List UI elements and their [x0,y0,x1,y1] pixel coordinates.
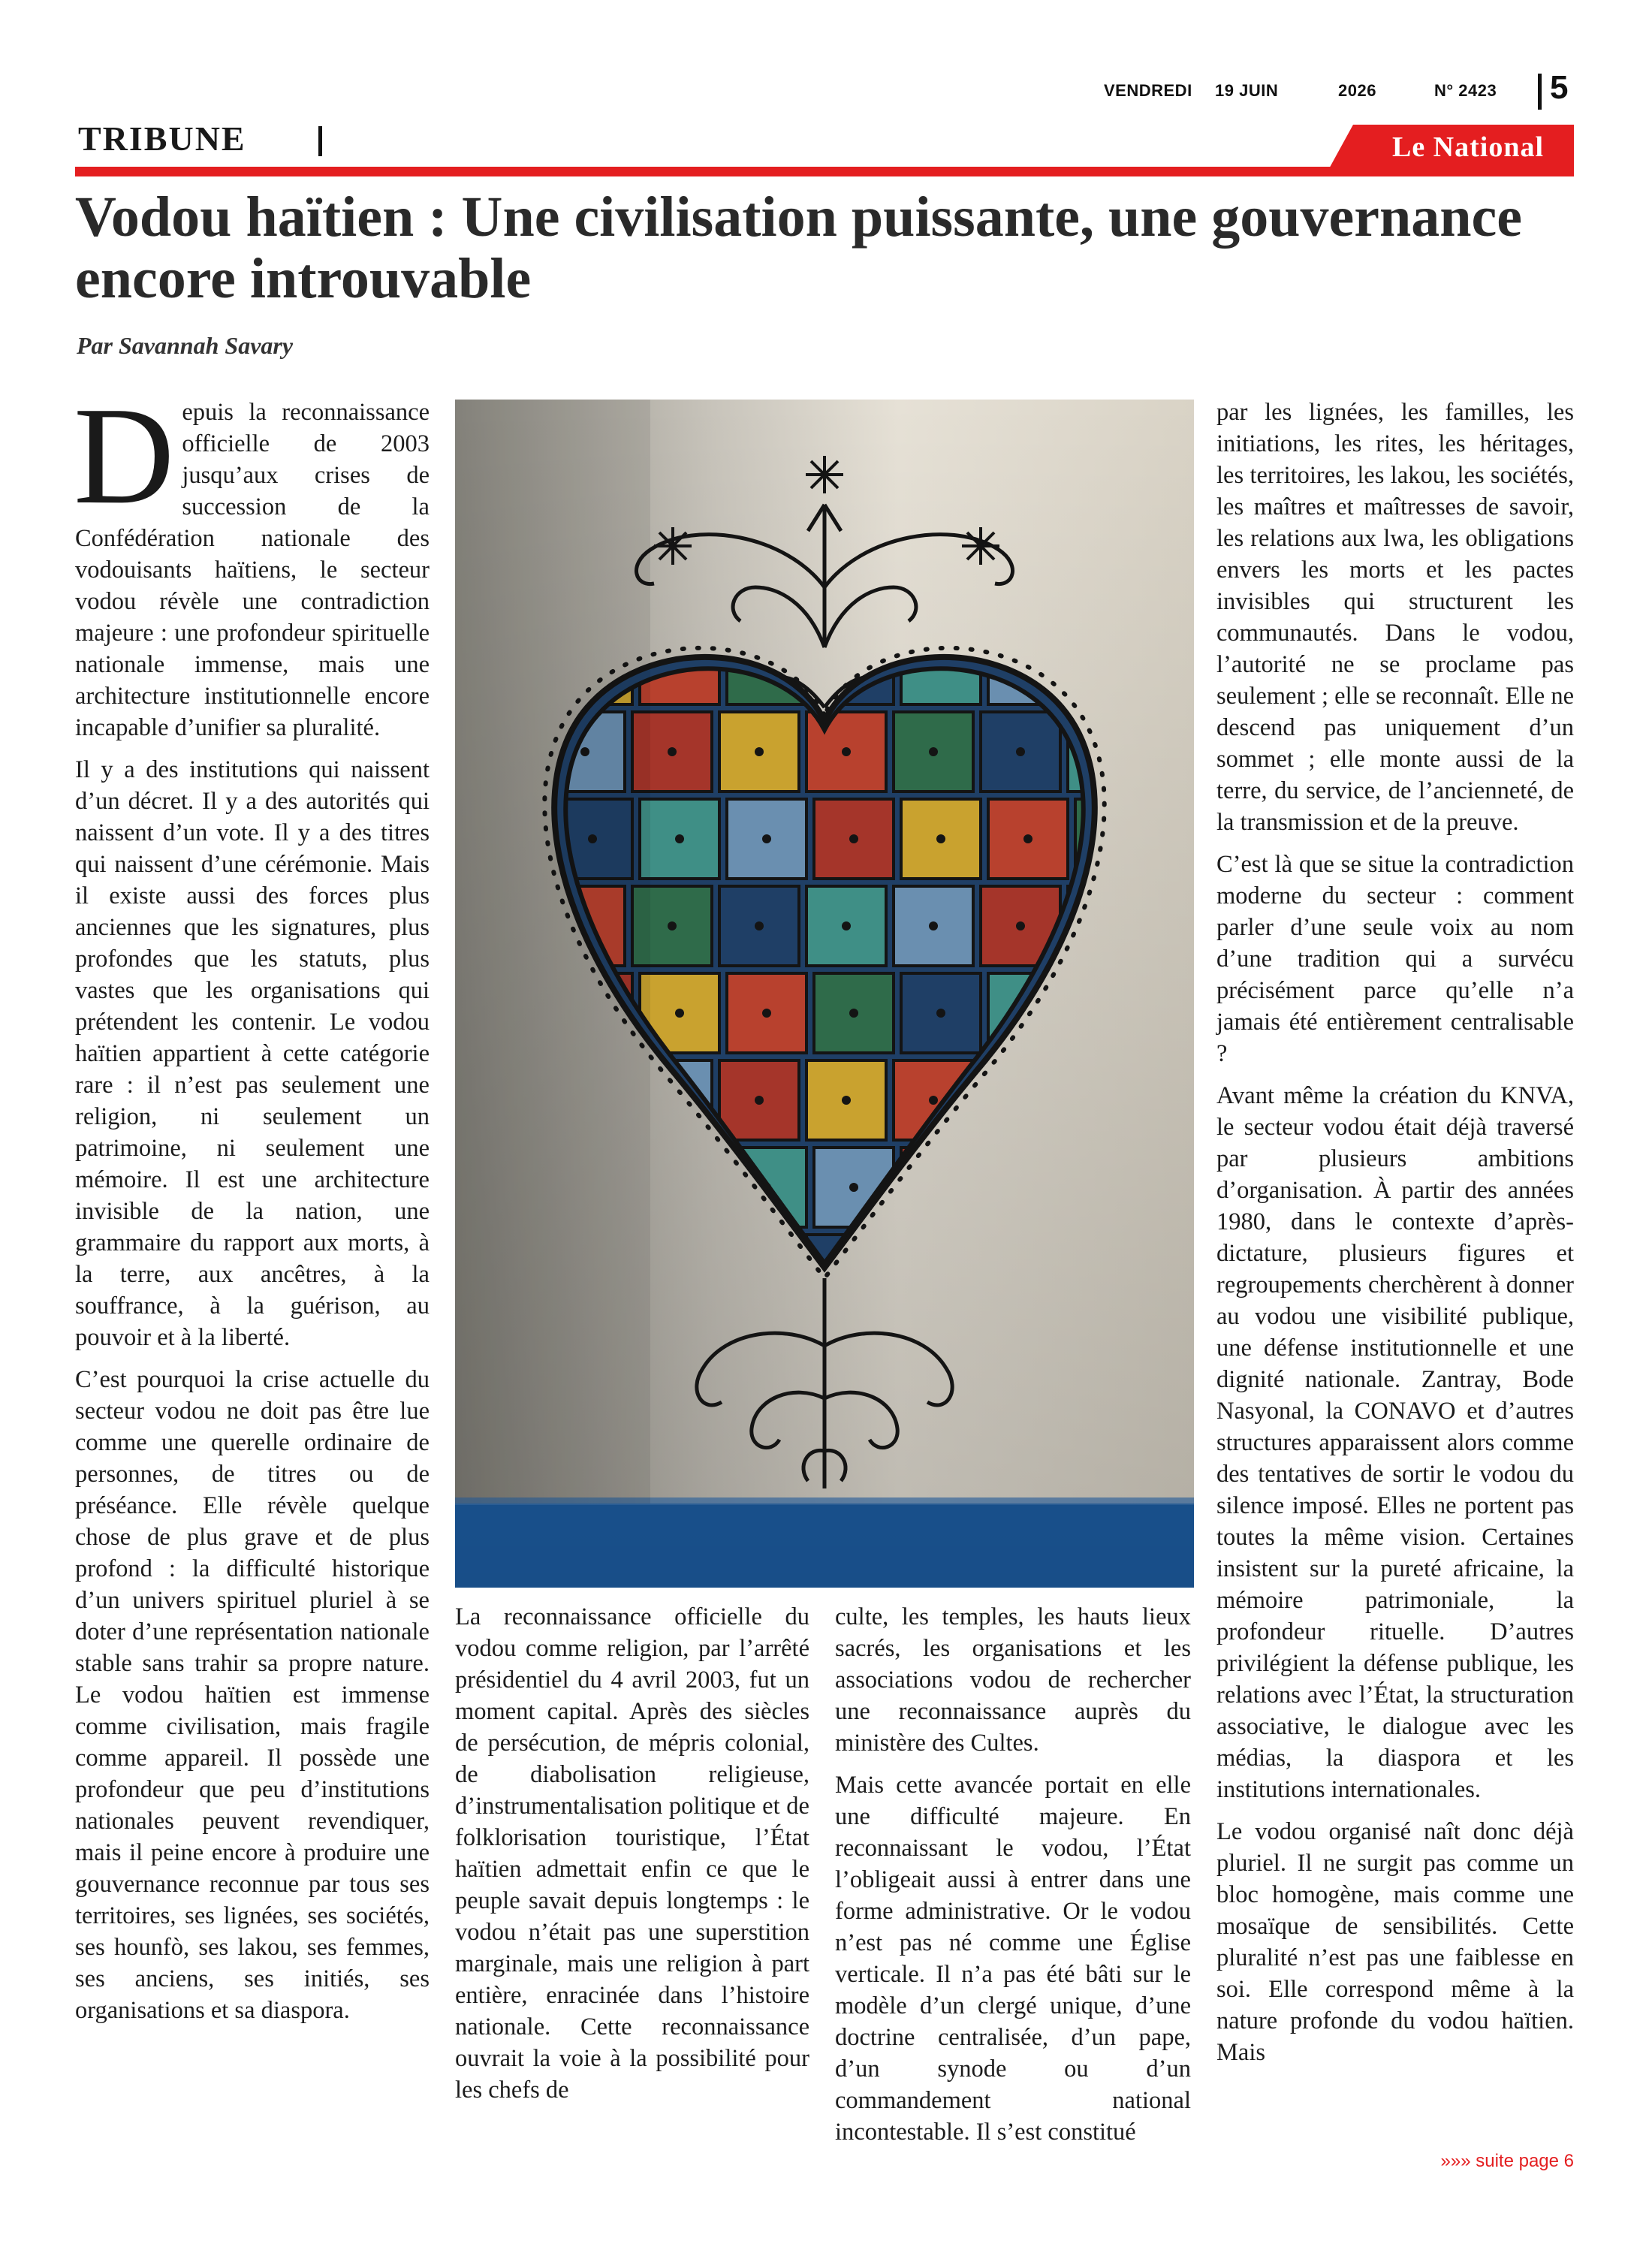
veve-heart-painting [455,400,1194,1588]
paragraph-text: epuis la reconnaissance officielle de 2003 jusqu’aux crises de succession de la Confédération nationale des vodouisants haïtiens, le secteur vodou révèle une contradiction majeure : une profondeur spirituelle nationale immense, mais une architecture institutionnelle encore incapable d’unifier sa pluralité. [75,399,430,741]
issue-number: N° 2423 [1434,81,1497,100]
paragraph: Il y a des institutions qui naissent d’un décret. Il y a des autorités qui naissent d’un vote. Il y a des titres qui naissent d’une cérémonie. Mais il existe aussi des forces plus anciennes que les signatures, plus profondes que les statuts, plus vastes que les organisations qui prétendent les contenir. Le vodou haïtien appartient à cette catégorie rare : il n’est pas seulement une religion, ni seulement un patrimoine, ni seulement une mémoire. Il est une architecture invisible de la nation, une grammaire du rapport aux morts, à la terre, aux ancêtres, à la souffrance, à la guérison, au pouvoir et à la liberté. [75,756,430,1351]
paragraph: culte, les temples, les hauts lieux sacrés, les organisations et les associations vodou de rechercher une reconnaissance auprès du ministère des Cultes. [835,1603,1191,1757]
section-divider [318,126,322,156]
heart-square-dot [929,1096,938,1105]
heart-square-dot [1016,747,1025,756]
paragraph: Avant même la création du KNVA, le secteur vodou était déjà traversé par plusieurs ambitions d’organisation. À partir des années 1980, dans le contexte d’après-dictature, plusieurs figures et regroupements cherchèrent à donner au vodou une visibilité publique, une défense institutionnelle et une dignité nationale. Zantray, Bode Nasyonal, la CONAVO et d’autres structures apparaissent alors comme des tentatives de sortir le vodou du silence imposé. Elles ne portent pas toutes la même vision. Certaines insistent sur la pureté africaine, la mémoire patrimoniale, la profondeur rituelle. D’autres privilégient la défense publique, les relations avec l’État, la structuration associative, le dialogue avec les médias, la diaspora et les institutions internationales. [1216,1082,1574,1803]
paragraph: Le vodou organisé naît donc déjà pluriel. Il ne surgit pas comme un bloc homogène, mais comme une mosaïque de sensibilités. Cette pluralité n’est pas une faiblesse en soi. Elle correspond même à la nature profonde du vodou haïtien. Mais [1216,1818,1574,2066]
heart-square-dot [668,747,677,756]
heart-square-dot [849,834,858,843]
article-column-3 [835,1601,1191,2158]
heart-square-dot [755,747,764,756]
heart-square-dot [929,921,938,930]
article-column-2 [455,1601,809,2116]
paragraph [74,379,430,743]
heart-square-dot [668,921,677,930]
article-photo [455,400,1194,1588]
page-number-divider [1538,74,1542,110]
section-label: TRIBUNE [78,119,246,158]
heart-square-dot [762,1009,771,1018]
paragraph: C’est là que se situe la contradiction moderne du secteur : comment parler d’une seule voix au nom d’une tradition qui a survécu précisément parce qu’elle n’a jamais été entièrement centralisable ? [1216,851,1574,1067]
paragraph: Mais cette avancée portait en elle une difficulté majeure. En reconnaissant le vodou, l’État l’obligeait aussi à entrer dans une forme administrative. Or le vodou n’est pas né comme une Église verticale. Il n’a pas été bâti sur le modèle d’un clergé unique, d’une doctrine centralisée, d’un pape, d’un synode ou d’un commandement national incontestable. Il s’est constitué [835,1772,1191,2146]
article-column-1 [74,379,430,2037]
heart-square-dot [755,921,764,930]
heart-square-dot [675,834,684,843]
drop-cap: D [74,379,175,533]
heart-square-dot [1023,834,1032,843]
heart-square-dot [842,921,851,930]
heart-square-dot [849,1183,858,1192]
heart-square-dot [1016,921,1025,930]
header-rule [75,167,1574,176]
heart-square-dot [936,834,945,843]
paragraph: La reconnaissance officielle du vodou comme religion, par l’arrêté présidentiel du 4 avril 2003, fut un moment capital. Après des siècles de persécution, de mépris colonial, de diabolisation religieuse, d’instrumentalisation politique et de folklorisation touristique, l’État haïtien admettait enfin ce que le peuple savait depuis longtemps : le vodou n’était pas une superstition marginale, mais une religion à part entière, enracinée dans l’histoire nationale. Cette reconnaissance ouvrait la voie à la possibilité pour les chefs de [455,1603,809,2104]
heart-square-dot [929,747,938,756]
heart-square-dot [842,747,851,756]
article-title: Vodou haïtien : Une civilisation puissante, une gouvernance encore introuvable [75,185,1523,310]
heart-square-dot [842,1096,851,1105]
heart-square-dot [849,1009,858,1018]
article-byline: Par Savannah Savary [77,332,294,359]
newspaper-name: Le National [1391,131,1545,163]
heart-square-dot [755,1096,764,1105]
paragraph: par les lignées, les familles, les initiations, les rites, les héritages, les territoires, les lakou, les sociétés, les maîtres et maîtresses de savoir, les relations aux lwa, les obligations envers les morts et les pactes invisibles qui structurent les communautés. Dans le vodou, l’autorité ne se proclame pas seulement ; elle se reconnaît. Elle ne descend pas uniquement d’un sommet ; elle monte aussi de la terre, du service, de l’ancienneté, de la transmission et de la preuve. [1216,399,1574,836]
paragraph: C’est pourquoi la crise actuelle du secteur vodou ne doit pas être lue comme une querelle ordinaire de personnes, de titres ou de préséance. Elle révèle quelque chose de plus grave et de plus profond : la difficulté historique d’un univers spirituel pluriel à se doter d’une représentation nationale stable sans trahir sa propre nature. Le vodou haïtien est immense comme civilisation, mais fragile comme appareil. Il possède une profondeur que peu d’institutions nationales peuvent revendiquer, mais il peine encore à produire une gouvernance reconnue par tous ses territoires, ses lignées, ses sociétés, ses hounfò, ses lakou, ses femmes, ses anciens, ses initiés, ses organisations et sa diaspora. [75,1366,430,2024]
heart-square-dot [762,834,771,843]
issue-day: VENDREDI [1104,81,1192,100]
page-number: 5 [1550,69,1569,106]
continued-link[interactable]: »»» suite page 6 [1440,2151,1574,2171]
heart-square-dot [675,1009,684,1018]
issue-date: 19 JUIN [1215,81,1279,100]
issue-year: 2026 [1338,81,1376,100]
article-column-4 [1216,397,1574,2079]
heart-square-dot [936,1009,945,1018]
